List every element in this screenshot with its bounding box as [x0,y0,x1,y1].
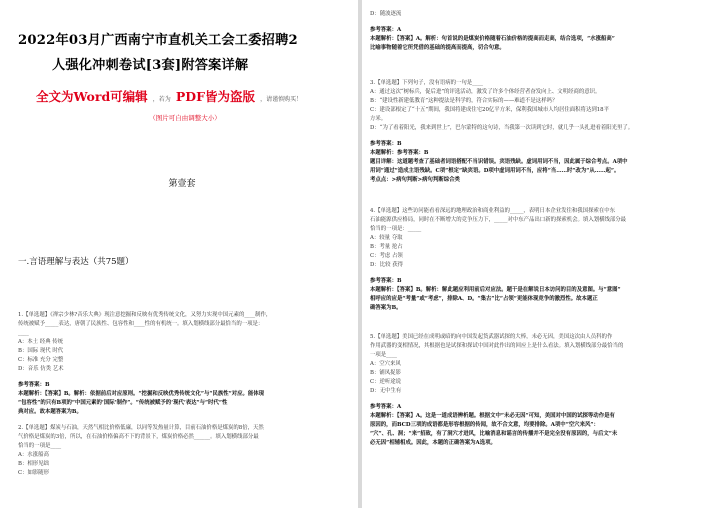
answer-2 [370,26,708,53]
answer-1-body-2: “包容性”的只有B项的“中国元素的‘国际’制作”。“传统被赋予的‘现代’表达”与“时代”性 [18,400,228,406]
question-5-stem-2: 作用武器的变相情况，其根据也是试探和探试中国对此作出的回应上是什么看法。填入划横线部分最恰当的 [370,343,624,349]
question-1-option-d: D：音乐 仿类 艺术 [18,366,64,372]
answer-3-body-1: 本题解析：参考答案：B [370,150,429,156]
answer-1-body-3: 典对应。故本题答案为B。 [18,409,82,415]
question-3 [370,79,708,133]
answer-3-body-2: 题目详解：这道题考查了基础者词语搭配不当识错误。宾语残缺。虚词用词不当，因此属于综合考点。A项中 [370,159,628,165]
question-5-option-c: C：逆听途说 [370,379,402,385]
answer-1 [18,381,346,417]
question-1 [18,311,346,374]
question-4 [370,207,708,270]
question-5-option-b: B：铺凤捉影 [370,370,401,376]
answer-2-head: 参考答案：A [370,27,402,33]
image-resize-note: （图片可自由调整大小） [149,114,221,122]
right-page [362,0,720,508]
answer-5-head: 参考答案：A [370,404,402,410]
section-heading: 一.言语理解与表达（共75题） [18,257,134,267]
question-5-stem-3: 一项是____ [370,352,397,358]
question-4-option-c: C：考虑 占领 [370,253,403,259]
question-4-option-a: A：较量 夺取 [370,235,403,241]
question-3-option-b: B：“建设性新建低教育”这种提法是科学的，符合实际的——难道不是这样吗？ [370,98,558,104]
banner-small-1: ，若为 [152,96,171,103]
question-3-option-a: A：通过这次“树标兵，促后进”的评选活动，激发了许多个体经营者奋发向上、文明经商的意识。 [370,89,601,95]
question-2-option-a: A：水涨船高 [18,452,49,458]
notice-banner [18,86,346,108]
answer-4 [370,277,708,313]
question-3-stem: 3.【单选题】下列句子，没有语病的一句是____ [370,80,483,86]
question-3-option-c: C：建设部根定了“十五”期间，我国将建成住宅20亿平方米，保利我国城市人均居住面积将达到18平 [370,107,609,113]
question-2-option-c: C：如影随形 [18,470,50,476]
answer-5-body-3: “穴”、孔、洞；“来”招致，有了洞穴才进风，比喻消息和谣言的传播并不是完全没有原因的，与后文“未 [370,431,618,437]
document-title-line-1: 2022年03月广西南宁市直机关工会工委招聘2 [18,33,298,48]
answer-2-body-1: 本题解析：【答案】A。解析：句首说的是煤炭价格随着石油价格的提高而走高，结合选项，“水涨船高” [370,36,615,42]
banner-pdf-pirated: PDF皆为盗版 [175,89,256,104]
answer-1-head: 参考答案：B [18,382,50,388]
question-2-stem-2: 气价格是煤炭的3倍，所以，在石油价格偏高不下的背景下，煤炭价格必然______。填入划横线部分最 [18,434,259,440]
question-1-option-a: A：本土 经典 传统 [18,339,64,345]
question-2 [18,424,346,478]
answer-4-head: 参考答案：B [370,278,402,284]
answer-4-body-3: 确答案为B。 [370,305,402,311]
question-5-option-d: D：无中生有 [370,388,402,394]
answer-5-body-4: 必无因”相辅相成。因此，本题的正确答案为A选项。 [370,440,496,446]
question-5-option-a: A：空穴来风 [370,361,401,367]
question-1-stem-1: 1.【单选题】《禅宗少林?音乐大典》现注意挖掘和反映有优秀传统文化，又努力实现中国元素的____制作， [18,312,272,318]
answer-5-body-1: 本题解析：【答案】A。这是一道成语辨析题。根据文中“未必无因”可知，美国对中国的试探等动作是有 [370,413,615,419]
question-5-stem-1: 5.【单选题】美国已经在成明或暗的向中国发起货武器试探的大棒，未必无因，美国这次由人员科的作 [370,334,613,340]
question-1-option-c: C：标准 充分 完整 [18,357,64,363]
question-4-stem-1: 4.【单选题】这些访问能看看深远的地理政治和商业利益的_____，表明日本企业发往和我国探索在中东 [370,208,616,214]
answer-2-body-2: 比喻事物随着它所凭借的基础的提高而提高，切合句意。 [370,45,505,51]
banner-word-editable: 全文为Word可编辑 [36,89,148,104]
answer-4-body-2: 相呼应的应是“考量”或“考虑”，排除A、D。“集古”比“占领”更能体现竞争的激烈性。故本题正 [370,296,598,302]
question-3-option-d: D：“为了看着阳光，我来到世上”，巴尔蒙特的这句诗，当我第一次读到它时，就几乎一头扎进看着阳光里了。 [370,125,634,131]
banner-small-2: ，请谨慎购买！ [260,96,303,103]
left-page [0,0,358,508]
question-1-stem-3: ____ [18,330,29,336]
answer-3-head: 参考答案：B [370,141,402,147]
document-title-line-2: 人强化冲刺卷试[3套]附答案详解 [52,58,249,73]
answer-1-body-1: 本题解析：【答案】B。解析：依据前后对应原则。“挖掘和反映优秀传统文化”与“民族性”对应。能体现 [18,391,265,397]
answer-3-body-3: 用词“通过”造成主语残缺。C项“根定”缺宾语。D项中虚词用词不当，应将“当……时”改为“从……起”。 [370,168,620,174]
answer-5 [370,403,708,448]
answer-3 [370,140,708,185]
answer-3-body-4: 考点点：>病句判断>病句判断综合类 [370,177,460,183]
question-1-option-b: B：国际 现代 时代 [18,348,64,354]
question-4-stem-3: 恰当的一项是：_____ [370,226,422,232]
question-2-stem-3: 恰当的一项是____ [18,443,62,449]
volume-heading: 第壹套 [168,179,196,189]
question-1-stem-2: 传统被赋予_____表达，唐朝了民族性、包容性和____性的有机统一。填入划横线部分最恰当的一项是： [18,321,264,327]
answer-5-body-2: 原因的，而BCD三项的成语都是形容根据的传闻，故不合文意，均要排除。A项中“空穴来风”： [370,422,599,428]
question-4-option-d: D：比较 获得 [370,262,403,268]
answer-4-body-1: 本题解析：【答案】B。解析：解此题应利用前后对应法。题干是在解说日本访问的目的及意图。与“意图” [370,287,621,293]
question-3-option-c-cont: 方米。 [370,116,387,122]
question-2-option-d: D：随波逐流 [370,11,402,17]
question-5 [370,333,708,396]
question-2-stem-1: 2.【单选题】煤炭与石油，天然气相比价格低廉，以同等发热量计算，目前石油价格是煤炭的8倍，天然 [18,425,264,431]
question-4-option-b: B：考量 抢占 [370,244,403,250]
question-2-option-b: B：相形见绌 [18,461,49,467]
question-4-stem-2: 石油能源供应格局，同时在不断增大的竞争压力下，_____对中东产品出口新的探索机会。填入划横线部分最 [370,217,627,223]
